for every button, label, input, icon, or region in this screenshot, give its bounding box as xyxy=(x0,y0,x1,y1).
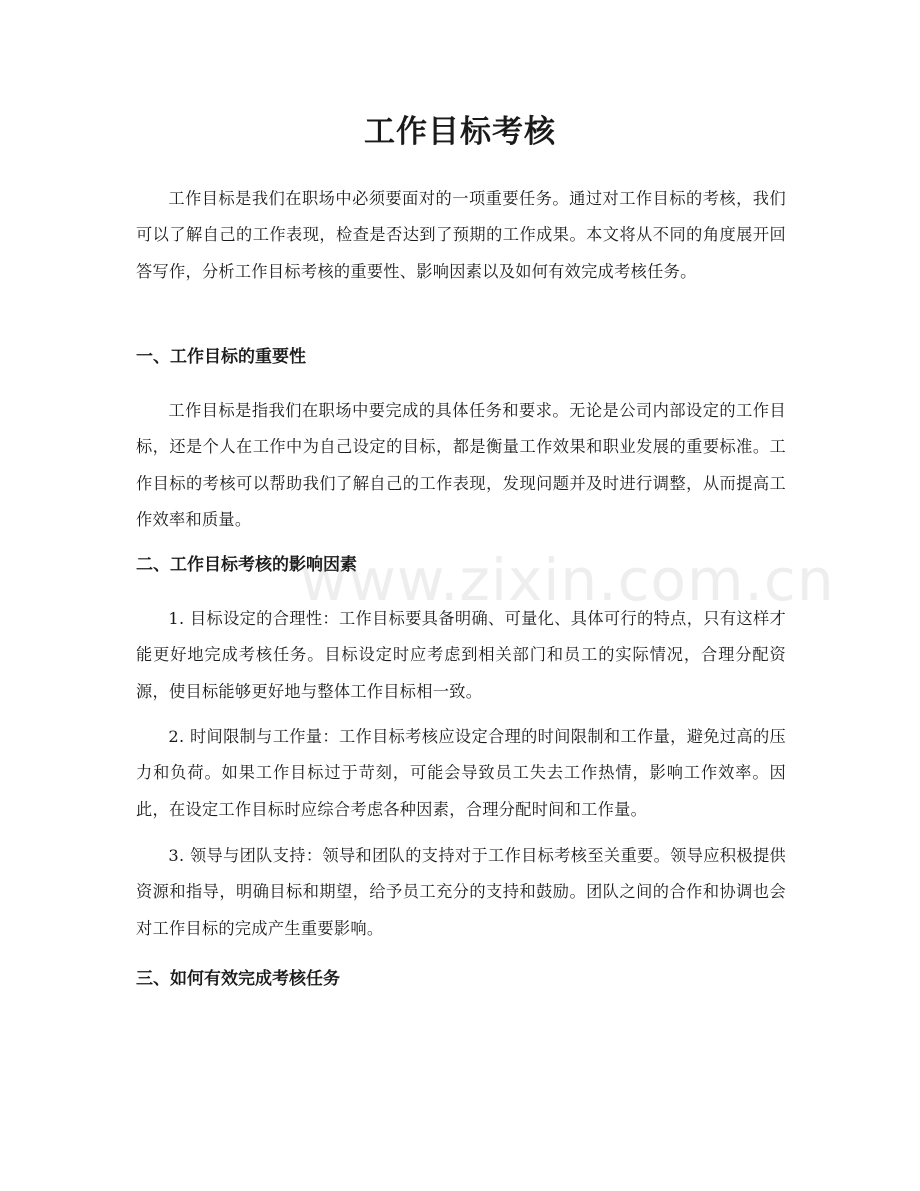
section-heading-factors: 二、工作目标考核的影响因素 xyxy=(136,555,357,575)
section-heading-importance: 一、工作目标的重要性 xyxy=(136,347,306,367)
factor-paragraph-2: 2. 时间限制与工作量：工作目标考核应设定合理的时间限制和工作量，避免过高的压力和负荷。如果工作目标过于苛刻，可能会导致员工失去工作热情，影响工作效率。因此，在设定工作目标时应综合考虑各种因素，合理分配时间和工作量。 xyxy=(136,727,786,819)
importance-paragraph: 工作目标是指我们在职场中要完成的具体任务和要求。无论是公司内部设定的工作目标，还是个人在工作中为自己设定的目标，都是衡量工作效果和职业发展的重要标准。工作目标的考核可以帮助我们了解自己的工作表现，发现问题并及时进行调整，从而提高工作效率和质量。 xyxy=(136,401,786,530)
factor-paragraph-3: 3. 领导与团队支持：领导和团队的支持对于工作目标考核至关重要。领导应积极提供资源和指导，明确目标和期望，给予员工充分的支持和鼓励。团队之间的合作和协调也会对工作目标的完成产生重要影响。 xyxy=(136,846,786,938)
section-heading-how-to: 三、如何有效完成考核任务 xyxy=(136,969,340,989)
document-title: 工作目标考核 xyxy=(364,114,556,150)
intro-paragraph: 工作目标是我们在职场中必须要面对的一项重要任务。通过对工作目标的考核，我们可以了解自己的工作表现，检查是否达到了预期的工作成果。本文将从不同的角度展开回答写作，分析工作目标考核的重要性、影响因素以及如何有效完成考核任务。 xyxy=(136,189,786,281)
factor-paragraph-1: 1. 目标设定的合理性：工作目标要具备明确、可量化、具体可行的特点，只有这样才能更好地完成考核任务。目标设定时应考虑到相关部门和员工的实际情况，合理分配资源，使目标能够更好地与整体工作目标相一致。 xyxy=(136,609,786,701)
watermark-text: www.zixin.com.cn xyxy=(300,546,835,614)
